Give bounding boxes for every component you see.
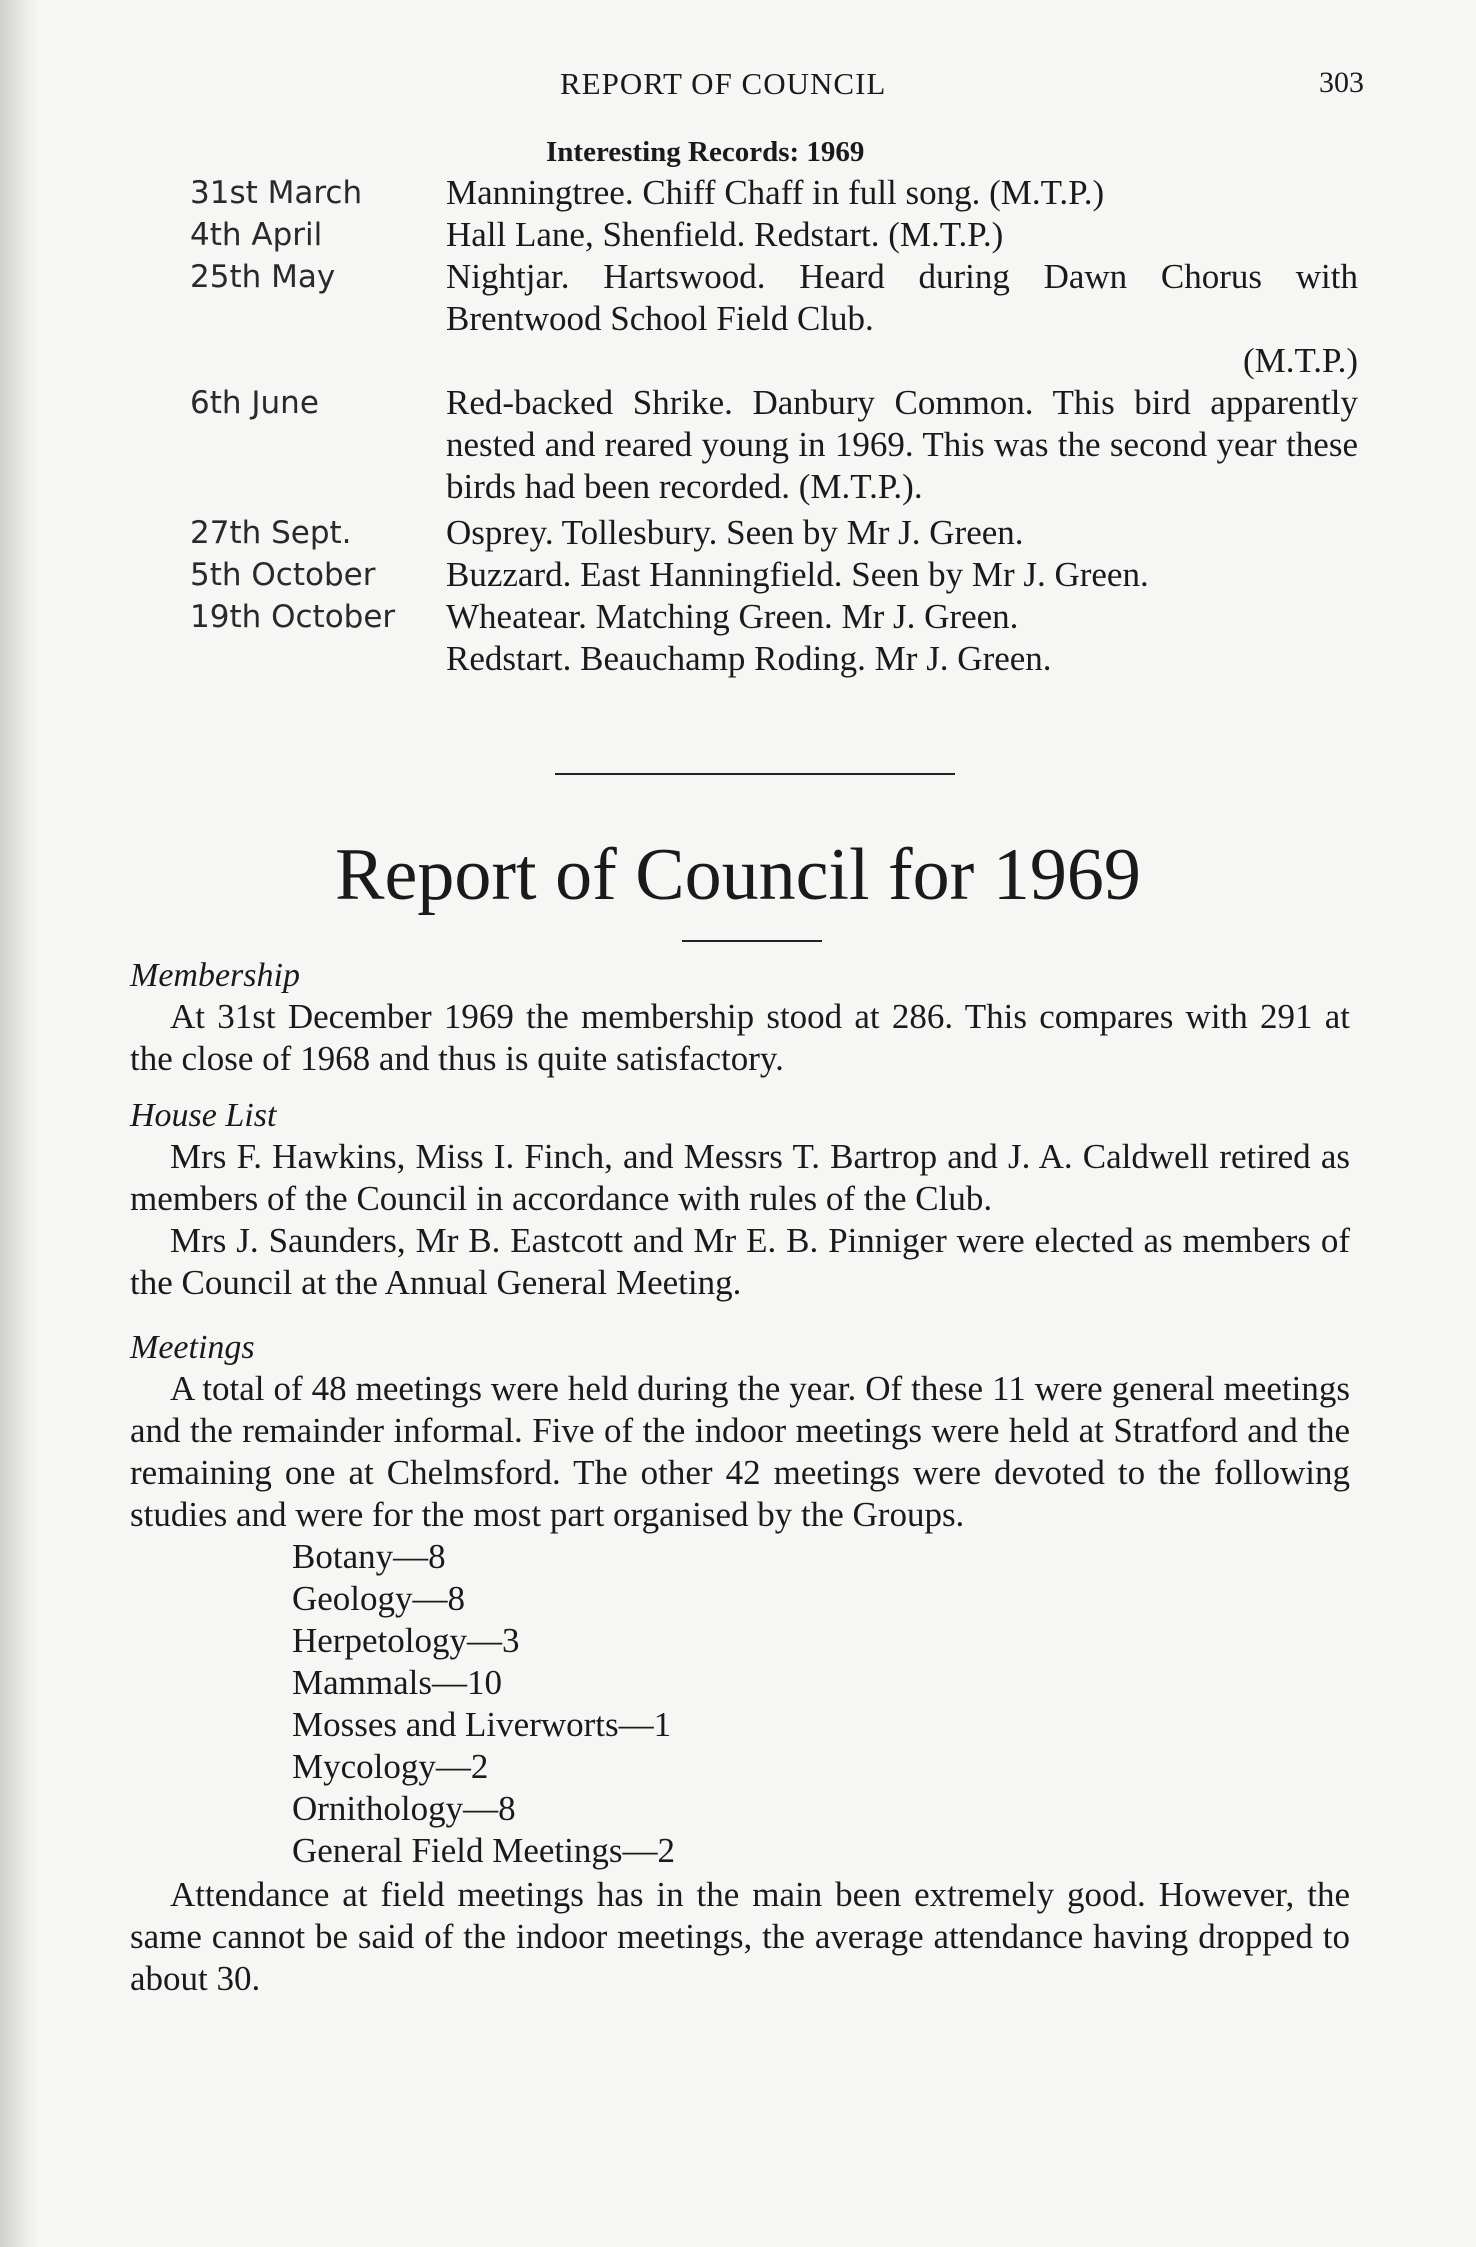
section-divider	[555, 773, 955, 775]
title-underline	[682, 940, 822, 942]
record-entry	[0, 382, 1476, 508]
list-item: Ornithology—8	[292, 1789, 516, 1828]
record-text: Buzzard. East Hanningfield. Seen by Mr J. Green.	[446, 555, 1149, 594]
record-text: Redstart. Beauchamp Roding. Mr J. Green.	[446, 639, 1052, 678]
list-item: Botany—8	[292, 1537, 446, 1576]
studies-list	[130, 1536, 1350, 1872]
section-heading-meetings: Meetings	[130, 1329, 255, 1366]
record-entry	[0, 596, 1476, 638]
record-text: Wheatear. Matching Green. Mr J. Green.	[446, 597, 1019, 636]
record-text: Manningtree. Chiff Chaff in full song. (M.T.P.)	[446, 173, 1105, 212]
record-date: 4th April	[190, 217, 323, 253]
record-text-block	[446, 256, 1358, 382]
record-entry	[0, 172, 1476, 214]
list-item: General Field Meetings—2	[292, 1831, 675, 1870]
record-entry	[0, 638, 1476, 680]
record-credit: (M.T.P.)	[1242, 341, 1358, 380]
running-title: REPORT OF COUNCIL	[560, 66, 887, 101]
meetings-paragraph: A total of 48 meetings were held during the year. Of these 11 were general meetings and the remainder informal. Five of the indoor meetings were held at Stratford and the remaining one at Chelmsford. The other 42 meetings were devoted to the following studies and were for the most part organised by the Groups.	[130, 1369, 1350, 1534]
membership-paragraph: At 31st December 1969 the membership stood at 286. This compares with 291 at the close of 1968 and thus is quite satisfactory.	[130, 997, 1350, 1078]
list-item: Geology—8	[292, 1579, 466, 1618]
record-entry	[0, 512, 1476, 554]
records-list	[0, 172, 1476, 680]
list-item: Herpetology—3	[292, 1621, 520, 1660]
section-heading-house-list: House List	[130, 1097, 277, 1134]
record-text: Nightjar. Hartswood. Heard during Dawn Chorus with Brentwood School Field Club.	[446, 257, 1358, 338]
record-text: Red-backed Shrike. Danbury Common. This bird apparently nested and reared young in 1969. This was the second year these birds had been recorded. (M.T.P.).	[446, 383, 1358, 506]
attendance-paragraph: Attendance at field meetings has in the main been extremely good. However, the same cannot be said of the indoor meetings, the average attendance having dropped to about 30.	[130, 1875, 1350, 1998]
report-body	[130, 950, 1350, 2000]
record-date: 25th May	[190, 259, 336, 295]
page-number: 303	[1319, 66, 1364, 99]
record-entry	[0, 256, 1476, 382]
report-title: Report of Council for 1969	[335, 834, 1141, 916]
record-date: 19th October	[190, 599, 396, 635]
list-item: Mycology—2	[292, 1747, 489, 1786]
record-entry	[0, 554, 1476, 596]
record-text: Osprey. Tollesbury. Seen by Mr J. Green.	[446, 513, 1024, 552]
record-text: Hall Lane, Shenfield. Redstart. (M.T.P.)	[446, 215, 1004, 254]
record-date: 31st March	[190, 175, 363, 211]
record-date: 27th Sept.	[190, 515, 352, 551]
house-list-paragraph: Mrs F. Hawkins, Miss I. Finch, and Messrs T. Bartrop and J. A. Caldwell retired as members of the Council in accordance with rules of the Club.	[130, 1137, 1350, 1218]
record-entry	[0, 214, 1476, 256]
section-heading-membership: Membership	[130, 957, 300, 994]
record-date: 5th October	[190, 557, 376, 593]
records-heading: Interesting Records: 1969	[546, 136, 865, 168]
record-date: 6th June	[190, 385, 319, 421]
list-item: Mammals—10	[292, 1663, 502, 1702]
house-list-paragraph: Mrs J. Saunders, Mr B. Eastcott and Mr E. B. Pinniger were elected as members of the Council at the Annual General Meeting.	[130, 1221, 1350, 1302]
list-item: Mosses and Liverworts—1	[292, 1705, 672, 1744]
running-head	[0, 66, 1476, 106]
